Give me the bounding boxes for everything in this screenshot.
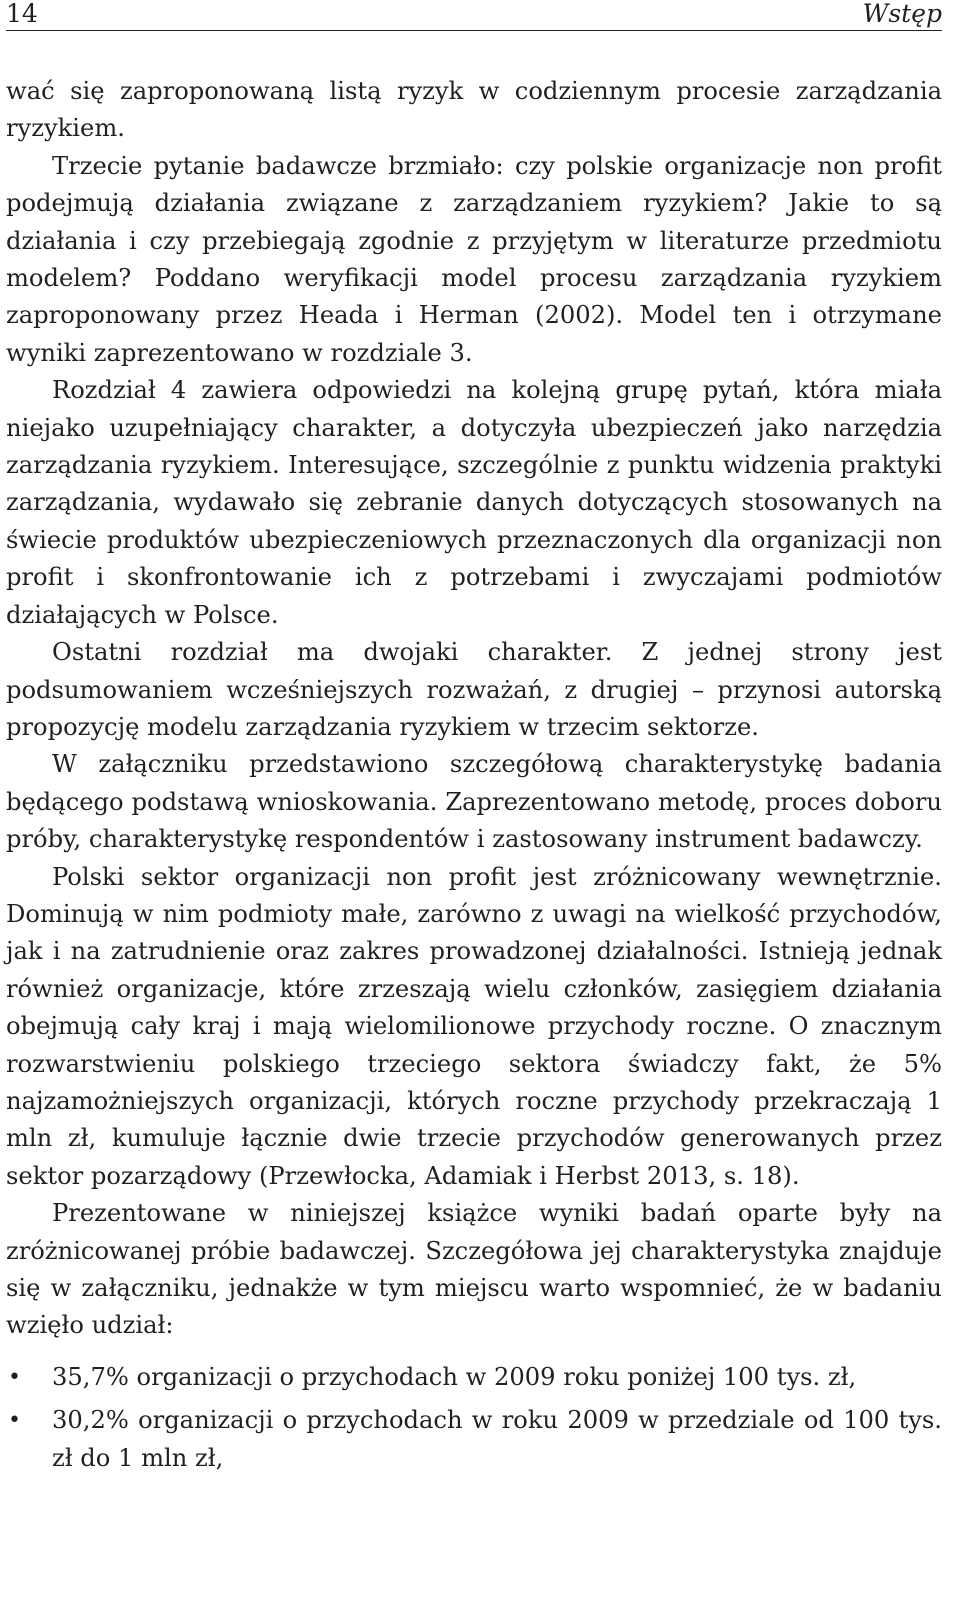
- page-number: 14: [6, 0, 38, 28]
- paragraph: Prezentowane w niniejszej książce wyniki badań oparte były na zróżnicowanej próbie badawczej. Szczegółowa jej charakterystyka znajduje się w załączniku, jednakże w tym miejscu warto wspomnieć, że w badaniu wzięło udział:: [6, 1199, 942, 1340]
- list-item: [6, 1402, 942, 1477]
- running-header: [6, 0, 942, 31]
- paragraph: Ostatni rozdział ma dwojaki charakter. Z jednej strony jest podsumowaniem wcześniejszych rozważań, z drugiej – przynosi autorską propozycję modelu zarządzania ryzykiem w trzecim sektorze.: [6, 638, 942, 741]
- body-text: [6, 73, 942, 1477]
- list-item-text: 30,2% organizacji o przychodach w roku 2009 w przedziale od 100 tys. zł do 1 mln zł,: [52, 1406, 942, 1472]
- bullet-list: [6, 1359, 942, 1477]
- paragraph-continued: wać się zaproponowaną listą ryzyk w codziennym procesie zarządzania ryzykiem.: [6, 77, 942, 143]
- paragraph: Trzecie pytanie badawcze brzmiało: czy polskie organizacje non profit podejmują działania związane z zarządzaniem ryzykiem? Jakie to są działania i czy przebiegają zgodnie z przyjętym w literaturze przedmiotu modelem? Poddano weryfikacji model procesu zarządzania ryzykiem zaproponowany przez Heada i Herman (2002). Model ten i otrzymane wyniki zaprezentowano w rozdziale 3.: [6, 151, 942, 367]
- list-item-text: 35,7% organizacji o przychodach w 2009 roku poniżej 100 tys. zł,: [52, 1362, 857, 1391]
- paragraph: Polski sektor organizacji non profit jest zróżnicowany wewnętrznie. Dominują w nim podmioty małe, zarówno z uwagi na wielkość przychodów, jak i na zatrudnienie oraz zakres prowadzonej działalności. Istnieją jednak również organizacje, które zrzeszają wielu członków, zasięgiem działania obejmują cały kraj i mają wielomilionowe przychody roczne. O znacznym rozwarstwieniu polskiego trzeciego sektora świadczy fakt, że 5% najzamożniejszych organizacji, których roczne przychody przekraczają 1 mln zł, kumuluje łącznie dwie trzecie przychodów generowanych przez sektor pozarządowy (Przewłocka, Adamiak i Herbst 2013, s. 18).: [6, 862, 942, 1190]
- bullet-icon: •: [8, 1408, 21, 1434]
- paragraph: Rozdział 4 zawiera odpowiedzi na kolejną grupę pytań, która miała niejako uzupełniający charakter, a dotyczyła ubezpieczeń jako narzędzia zarządzania ryzykiem. Interesujące, szczególnie z punktu widzenia praktyki zarządzania, wydawało się zebranie danych dotyczących stosowanych na świecie produktów ubezpieczeniowych przeznaczonych dla organizacji non profit i skonfrontowanie ich z potrzebami i zwyczajami podmiotów działających w Polsce.: [6, 376, 942, 629]
- bullet-icon: •: [8, 1364, 21, 1390]
- section-title: Wstęp: [862, 0, 942, 28]
- book-page: [6, 0, 942, 1483]
- paragraph: W załączniku przedstawiono szczegółową charakterystykę badania będącego podstawą wnioskowania. Zaprezentowano metodę, proces doboru próby, charakterystykę respondentów i zastosowany instrument badawczy.: [6, 750, 942, 854]
- list-item: [6, 1359, 942, 1396]
